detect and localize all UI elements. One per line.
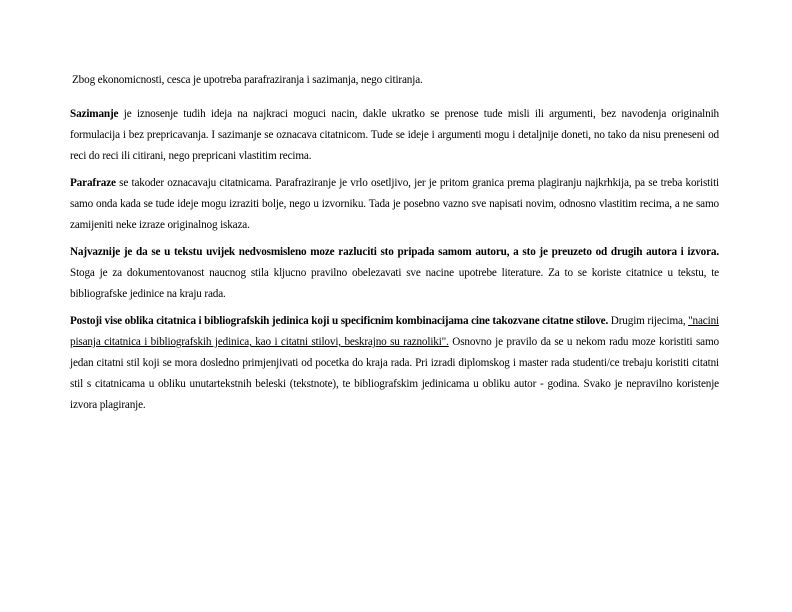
paragraph-text: Drugim rijecima, (608, 315, 689, 327)
paragraph-text: Osnovno je pravilo da se u nekom radu moze koristiti samo jedan citatni stil koji se mora dosledno primjenjivati od pocetka do kraja rada. Pri izradi diplomskog i master rada studenti/ce trebaju koristiti citatni stil s citatnicama u obliku unutartekstnih beleski (tekstnote), te bibliografskim jedinicama u obliku autor - godina. Svako je nepravilno koristenje izvora plagiranje. (70, 336, 719, 411)
underlined-quote: "nacini pisanja citatnica i bibliografskih jedinica, kao i citatni stilovi, beskrajno su raznoliki". (70, 315, 719, 348)
bold-statement: Postoji vise oblika citatnica i bibliografskih jedinica koji u specificnim kombinacijama cine takozvane citatne stilove. (70, 315, 609, 327)
paragraph-text: Stoga je za dokumentovanost naucnog stila kljucno pravilno obelezavati sve nacine upotrebe literature. Za to se koriste citatnice u tekstu, te bibliografske jedinice na kraju rada. (70, 267, 719, 300)
bold-statement: Najvaznije je da se u tekstu uvijek nedvosmisleno moze razluciti sto pripada samom autoru, a sto je preuzeto od drugih autora i izvora. (70, 246, 719, 258)
paragraph-sazimanje (70, 104, 719, 167)
term-parafraze: Parafraze (70, 177, 116, 189)
term-sazimanje: Sazimanje (70, 108, 119, 120)
paragraph-najvaznije (70, 242, 719, 305)
paragraph-text: je iznosenje tudih ideja na najkraci moguci nacin, dakle ukratko se prenose tude misli ili argumenti, bez navodenja originalnih formulacija i bez prepricavanja. I sazimanje se oznacava citatnicom. Tude se ideje i argumenti mogu i detaljnije doneti, no tako da nisu preneseni od reci do reci ili citirani, nego prepricani vlastitim recima. (70, 108, 719, 162)
paragraph-text: se takoder oznacavaju citatnicama. Parafraziranje je vrlo osetljivo, jer je pritom granica prema plagiranju najkrhkija, pa se treba koristiti samo onda kada se tude ideje mogu izraziti bolje, nego u izvorniku. Tada je posebno vazno sve napisati novim, odnosno vlastitim recima, a ne samo zamijeniti neke izraze originalnog iskaza. (70, 177, 719, 231)
paragraph-parafraze (70, 173, 719, 236)
paragraph-citatni-stilovi (70, 311, 719, 416)
document-body (70, 70, 719, 422)
intro-line: Zbog ekonomicnosti, cesca je upotreba parafraziranja i sazimanja, nego citiranja. (72, 74, 423, 86)
